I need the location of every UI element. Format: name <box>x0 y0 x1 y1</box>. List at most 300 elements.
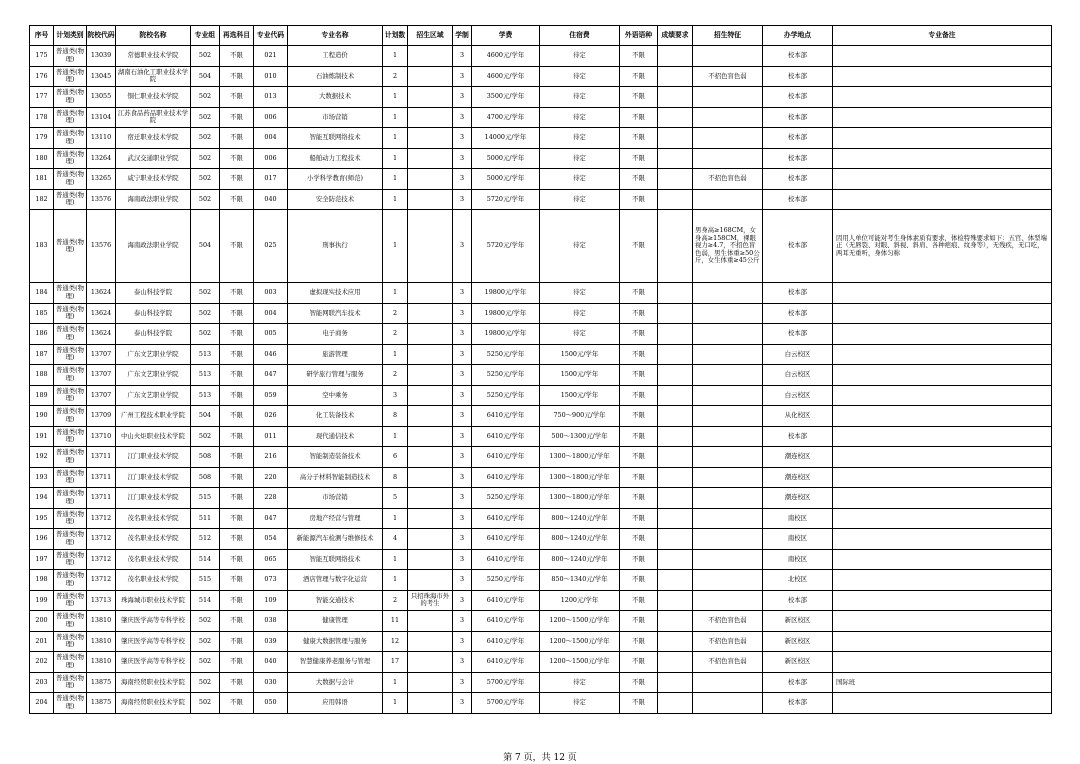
table-cell: 不限 <box>220 672 254 693</box>
table-cell: 普通类(物理) <box>54 324 87 345</box>
table-cell: 市场营销 <box>288 107 383 128</box>
table-cell: 502 <box>191 631 220 652</box>
table-cell: 校本部 <box>763 46 833 67</box>
table-cell: 不限 <box>620 365 658 386</box>
table-cell: 513 <box>191 385 220 406</box>
table-cell: 智能制造装备技术 <box>288 447 383 468</box>
table-cell: 021 <box>254 46 288 67</box>
table-cell <box>658 406 693 427</box>
table-row <box>30 107 1052 128</box>
table-cell: 183 <box>30 210 54 283</box>
table-cell: 177 <box>30 87 54 108</box>
table-cell: 054 <box>254 529 288 550</box>
table-row <box>30 303 1052 324</box>
table-cell: 石油炼制技术 <box>288 66 383 87</box>
table-cell <box>658 672 693 693</box>
table-cell: 6410元/学年 <box>472 467 540 488</box>
table-cell: 1 <box>383 169 408 190</box>
table-cell: 508 <box>191 447 220 468</box>
table-cell: 5720元/学年 <box>472 189 540 210</box>
page-footer: 第 7 页，共 12 页 <box>503 753 577 763</box>
table-cell <box>833 406 1052 427</box>
table-cell: 湖南石油化工职业技术学院 <box>116 66 191 87</box>
table-cell <box>833 508 1052 529</box>
table-cell: 5250元/学年 <box>472 385 540 406</box>
table-cell <box>833 324 1052 345</box>
table-cell: 186 <box>30 324 54 345</box>
table-cell: 3 <box>453 406 472 427</box>
table-cell <box>833 46 1052 67</box>
table-cell: 5000元/学年 <box>472 169 540 190</box>
table-cell: 6410元/学年 <box>472 508 540 529</box>
table-cell <box>408 283 453 304</box>
table-cell <box>833 652 1052 673</box>
table-body <box>30 46 1052 714</box>
table-cell: 普通类(物理) <box>54 549 87 570</box>
table-cell: 502 <box>191 87 220 108</box>
table-cell <box>658 87 693 108</box>
table-cell: 普通类(物理) <box>54 148 87 169</box>
table-cell: 13264 <box>87 148 116 169</box>
table-cell: 199 <box>30 590 54 611</box>
header-cell: 专业名称 <box>288 26 383 46</box>
table-cell: 500～1300元/学年 <box>540 426 620 447</box>
table-cell: 新区校区 <box>763 611 833 632</box>
table-row <box>30 210 1052 283</box>
table-cell: 茂名职业技术学院 <box>116 570 191 591</box>
table-cell: 13711 <box>87 467 116 488</box>
table-cell <box>408 303 453 324</box>
table-cell: 校本部 <box>763 169 833 190</box>
table-cell <box>658 169 693 190</box>
table-cell: 1300～1800元/学年 <box>540 488 620 509</box>
table-cell: 智能交通技术 <box>288 590 383 611</box>
table-cell: 不限 <box>620 148 658 169</box>
table-cell: 不限 <box>220 467 254 488</box>
table-cell: 191 <box>30 426 54 447</box>
table-row <box>30 148 1052 169</box>
table-cell <box>658 385 693 406</box>
table-cell: 1 <box>383 549 408 570</box>
table-cell: 不限 <box>220 324 254 345</box>
table-cell <box>408 87 453 108</box>
table-cell: 珠海城市职业技术学院 <box>116 590 191 611</box>
table-cell: 只招珠海市外的考生 <box>408 590 453 611</box>
table-cell: 502 <box>191 693 220 714</box>
table-cell <box>833 148 1052 169</box>
table-cell: 不限 <box>220 426 254 447</box>
table-cell: 13810 <box>87 652 116 673</box>
table-cell: 3 <box>453 148 472 169</box>
table-cell: 502 <box>191 148 220 169</box>
table-cell: 6410元/学年 <box>472 652 540 673</box>
table-cell: 宿迁职业技术学院 <box>116 128 191 149</box>
table-cell: 泰山科技学院 <box>116 283 191 304</box>
table-cell: 不限 <box>220 406 254 427</box>
table-cell: 待定 <box>540 87 620 108</box>
table-cell <box>833 549 1052 570</box>
table-cell: 193 <box>30 467 54 488</box>
table-cell: 188 <box>30 365 54 386</box>
table-cell: 不限 <box>620 447 658 468</box>
table-cell: 3 <box>453 365 472 386</box>
table-cell: 800～1240元/学年 <box>540 508 620 529</box>
table-cell: 5250元/学年 <box>472 488 540 509</box>
table-cell: 502 <box>191 128 220 149</box>
table-cell: 200 <box>30 611 54 632</box>
table-cell: 13576 <box>87 210 116 283</box>
table-cell: 6410元/学年 <box>472 590 540 611</box>
table-cell: 普通类(物理) <box>54 107 87 128</box>
table-cell <box>658 365 693 386</box>
table-cell: 普通类(物理) <box>54 128 87 149</box>
table-cell: 3 <box>453 87 472 108</box>
table-cell <box>408 508 453 529</box>
table-cell <box>693 426 763 447</box>
table-cell: 待定 <box>540 303 620 324</box>
table-cell: 不限 <box>620 46 658 67</box>
table-cell: 189 <box>30 385 54 406</box>
header-cell: 外语语种 <box>620 26 658 46</box>
table-cell <box>693 324 763 345</box>
table-cell <box>693 406 763 427</box>
table-cell: 047 <box>254 508 288 529</box>
table-cell: 006 <box>254 148 288 169</box>
table-cell: 研学旅行管理与服务 <box>288 365 383 386</box>
table-cell <box>658 508 693 529</box>
table-row <box>30 529 1052 550</box>
table-cell: 白云校区 <box>763 365 833 386</box>
table-cell: 广州工程技术职业学院 <box>116 406 191 427</box>
table-cell <box>693 508 763 529</box>
table-cell <box>693 529 763 550</box>
table-cell <box>693 570 763 591</box>
table-cell: 179 <box>30 128 54 149</box>
table-cell: 502 <box>191 169 220 190</box>
table-cell: 不限 <box>220 549 254 570</box>
table-cell: 白云校区 <box>763 385 833 406</box>
table-cell: 038 <box>254 611 288 632</box>
table-cell <box>658 549 693 570</box>
table-cell: 普通类(物理) <box>54 385 87 406</box>
table-cell: 从化校区 <box>763 406 833 427</box>
table-cell: 3 <box>453 169 472 190</box>
table-cell: 13710 <box>87 426 116 447</box>
table-row <box>30 385 1052 406</box>
table-cell: 不限 <box>220 303 254 324</box>
table-cell: 校本部 <box>763 66 833 87</box>
table-cell <box>833 128 1052 149</box>
table-cell: 3 <box>453 652 472 673</box>
table-cell: 虚拟现实技术应用 <box>288 283 383 304</box>
table-cell: 普通类(物理) <box>54 283 87 304</box>
table-cell: 3 <box>453 324 472 345</box>
table-cell: 3 <box>453 590 472 611</box>
table-cell <box>833 590 1052 611</box>
table-cell: 校本部 <box>763 210 833 283</box>
table-cell: 不限 <box>620 303 658 324</box>
table-cell <box>693 46 763 67</box>
header-cell: 院校名称 <box>116 26 191 46</box>
table-cell: 普通类(物理) <box>54 508 87 529</box>
table-cell <box>408 652 453 673</box>
table-cell <box>693 549 763 570</box>
table-cell: 电子商务 <box>288 324 383 345</box>
table-cell <box>833 611 1052 632</box>
header-cell: 专业备注 <box>833 26 1052 46</box>
table-cell: 普通类(物理) <box>54 344 87 365</box>
table-cell <box>693 385 763 406</box>
table-cell: 3 <box>453 426 472 447</box>
table-cell: 新区校区 <box>763 652 833 673</box>
table-cell: 不招色盲色弱 <box>693 611 763 632</box>
table-cell: 不限 <box>620 426 658 447</box>
table-cell: 13707 <box>87 344 116 365</box>
table-row <box>30 87 1052 108</box>
table-cell: 13810 <box>87 611 116 632</box>
table-row <box>30 549 1052 570</box>
table-cell: 2 <box>383 590 408 611</box>
table-cell: 待定 <box>540 128 620 149</box>
table-cell: 校本部 <box>763 590 833 611</box>
table-cell: 4700元/学年 <box>472 107 540 128</box>
table-cell: 校本部 <box>763 324 833 345</box>
table-cell: 江门职业技术学院 <box>116 488 191 509</box>
table-cell: 502 <box>191 426 220 447</box>
table-cell: 茂名职业技术学院 <box>116 508 191 529</box>
table-cell: 3 <box>453 128 472 149</box>
table-cell: 3 <box>453 488 472 509</box>
table-cell: 6410元/学年 <box>472 406 540 427</box>
table-cell: 004 <box>254 128 288 149</box>
table-cell <box>693 189 763 210</box>
table-cell: 5250元/学年 <box>472 344 540 365</box>
table-cell: 13055 <box>87 87 116 108</box>
table-cell: 17 <box>383 652 408 673</box>
table-cell: 校本部 <box>763 283 833 304</box>
table-cell <box>833 467 1052 488</box>
header-cell: 招生特征 <box>693 26 763 46</box>
table-cell: 13711 <box>87 488 116 509</box>
table-cell: 1500元/学年 <box>540 365 620 386</box>
header-cell: 专业组 <box>191 26 220 46</box>
table-row <box>30 631 1052 652</box>
table-row <box>30 324 1052 345</box>
table-cell: 不限 <box>620 508 658 529</box>
table-cell: 不限 <box>620 210 658 283</box>
table-cell: 智能互联网络技术 <box>288 128 383 149</box>
table-cell: 不限 <box>220 210 254 283</box>
table-cell: 047 <box>254 365 288 386</box>
table-cell: 2 <box>383 365 408 386</box>
table-cell: 8 <box>383 406 408 427</box>
table-row <box>30 611 1052 632</box>
table-cell: 大数据与会计 <box>288 672 383 693</box>
table-cell: 13709 <box>87 406 116 427</box>
header-cell: 住宿费 <box>540 26 620 46</box>
table-cell <box>658 426 693 447</box>
table-cell: 5250元/学年 <box>472 365 540 386</box>
table-cell: 512 <box>191 529 220 550</box>
table-cell: 5000元/学年 <box>472 148 540 169</box>
table-cell <box>693 467 763 488</box>
table-cell <box>408 210 453 283</box>
table-cell: 普通类(物理) <box>54 529 87 550</box>
table-cell <box>658 447 693 468</box>
table-cell: 065 <box>254 549 288 570</box>
table-cell: 1 <box>383 426 408 447</box>
table-cell <box>658 570 693 591</box>
table-cell: 046 <box>254 344 288 365</box>
table-row <box>30 447 1052 468</box>
table-cell: 1 <box>383 508 408 529</box>
table-cell <box>658 652 693 673</box>
table-cell: 普通类(物理) <box>54 611 87 632</box>
table-cell: 不限 <box>620 693 658 714</box>
table-row <box>30 283 1052 304</box>
table-cell: 普通类(物理) <box>54 631 87 652</box>
table-cell: 潮连校区 <box>763 447 833 468</box>
table-cell: 普通类(物理) <box>54 652 87 673</box>
table-cell: 003 <box>254 283 288 304</box>
table-cell: 不限 <box>620 406 658 427</box>
table-cell: 智慧健康养老服务与管理 <box>288 652 383 673</box>
table-cell: 502 <box>191 324 220 345</box>
table-cell: 海南经贸职业技术学院 <box>116 672 191 693</box>
table-cell: 1200～1500元/学年 <box>540 611 620 632</box>
table-cell: 176 <box>30 66 54 87</box>
table-cell: 3 <box>453 611 472 632</box>
table-cell: 1 <box>383 107 408 128</box>
table-cell: 不限 <box>220 611 254 632</box>
table-cell: 不限 <box>620 549 658 570</box>
table-cell: 不限 <box>220 128 254 149</box>
table-cell: 13576 <box>87 189 116 210</box>
table-cell <box>833 426 1052 447</box>
table-cell: 502 <box>191 611 220 632</box>
table-row <box>30 652 1052 673</box>
table-cell: 3 <box>453 283 472 304</box>
table-cell: 192 <box>30 447 54 468</box>
table-cell <box>658 283 693 304</box>
header-cell: 学费 <box>472 26 540 46</box>
table-cell <box>693 590 763 611</box>
table-row <box>30 467 1052 488</box>
table-cell <box>658 107 693 128</box>
table-cell: 不限 <box>620 66 658 87</box>
table-cell: 不限 <box>220 488 254 509</box>
table-cell: 026 <box>254 406 288 427</box>
table-cell: 504 <box>191 210 220 283</box>
table-cell: 化工装备技术 <box>288 406 383 427</box>
table-row <box>30 128 1052 149</box>
table-cell: 校本部 <box>763 303 833 324</box>
table-cell: 校本部 <box>763 189 833 210</box>
table-cell: 普通类(物理) <box>54 87 87 108</box>
table-row <box>30 406 1052 427</box>
table-cell: 6 <box>383 447 408 468</box>
table-cell: 502 <box>191 672 220 693</box>
table-cell: 不限 <box>620 488 658 509</box>
table-cell: 13707 <box>87 385 116 406</box>
table-cell: 4 <box>383 529 408 550</box>
table-row <box>30 508 1052 529</box>
table-row <box>30 570 1052 591</box>
table-cell: 新区校区 <box>763 631 833 652</box>
table-cell: 1 <box>383 189 408 210</box>
table-cell: 新能源汽车检测与维修技术 <box>288 529 383 550</box>
table-cell <box>658 189 693 210</box>
table-cell: 肇庆医学高等专科学校 <box>116 631 191 652</box>
table-cell: 普通类(物理) <box>54 406 87 427</box>
table-cell: 普通类(物理) <box>54 210 87 283</box>
header-cell: 院校代码 <box>87 26 116 46</box>
table-cell <box>833 169 1052 190</box>
table-cell: 5700元/学年 <box>472 693 540 714</box>
table-cell: 3 <box>453 447 472 468</box>
table-cell: 13104 <box>87 107 116 128</box>
table-cell: 待定 <box>540 148 620 169</box>
table-cell: 不限 <box>220 385 254 406</box>
table-cell: 江门职业技术学院 <box>116 467 191 488</box>
table-cell <box>408 693 453 714</box>
table-cell: 普通类(物理) <box>54 467 87 488</box>
table-cell: 校本部 <box>763 107 833 128</box>
table-cell: 1 <box>383 87 408 108</box>
table-cell: 泰山科技学院 <box>116 324 191 345</box>
table-cell: 514 <box>191 590 220 611</box>
table-cell: 13624 <box>87 303 116 324</box>
table-cell: 待定 <box>540 693 620 714</box>
table-cell: 不限 <box>620 169 658 190</box>
table-cell: 3 <box>453 66 472 87</box>
table-cell: 不限 <box>220 66 254 87</box>
table-cell: 现代通信技术 <box>288 426 383 447</box>
table-cell: 004 <box>254 303 288 324</box>
table-cell: 潮连校区 <box>763 467 833 488</box>
table-cell: 待定 <box>540 107 620 128</box>
table-cell <box>833 631 1052 652</box>
table-cell <box>408 66 453 87</box>
table-cell <box>408 447 453 468</box>
header-cell: 办学地点 <box>763 26 833 46</box>
table-cell: 潮连校区 <box>763 488 833 509</box>
table-cell: 普通类(物理) <box>54 189 87 210</box>
table-cell: 182 <box>30 189 54 210</box>
table-row <box>30 488 1052 509</box>
table-cell: 普通类(物理) <box>54 672 87 693</box>
table-cell: 204 <box>30 693 54 714</box>
table-cell: 小学科学教育(师范) <box>288 169 383 190</box>
table-cell: 咸宁职业技术学院 <box>116 169 191 190</box>
table-cell: 5250元/学年 <box>472 570 540 591</box>
table-cell: 不限 <box>620 385 658 406</box>
header-cell: 成绩要求 <box>658 26 693 46</box>
table-cell: 197 <box>30 549 54 570</box>
table-cell: 1200～1500元/学年 <box>540 652 620 673</box>
table-cell: 502 <box>191 283 220 304</box>
table-cell: 3 <box>453 46 472 67</box>
table-row <box>30 46 1052 67</box>
table-cell: 泰山科技学院 <box>116 303 191 324</box>
admission-plan-table <box>29 25 1052 714</box>
table-cell: 健康大数据管理与服务 <box>288 631 383 652</box>
table-cell: 14000元/学年 <box>472 128 540 149</box>
table-cell: 6410元/学年 <box>472 549 540 570</box>
table-cell: 514 <box>191 549 220 570</box>
table-cell <box>408 46 453 67</box>
table-cell <box>408 570 453 591</box>
